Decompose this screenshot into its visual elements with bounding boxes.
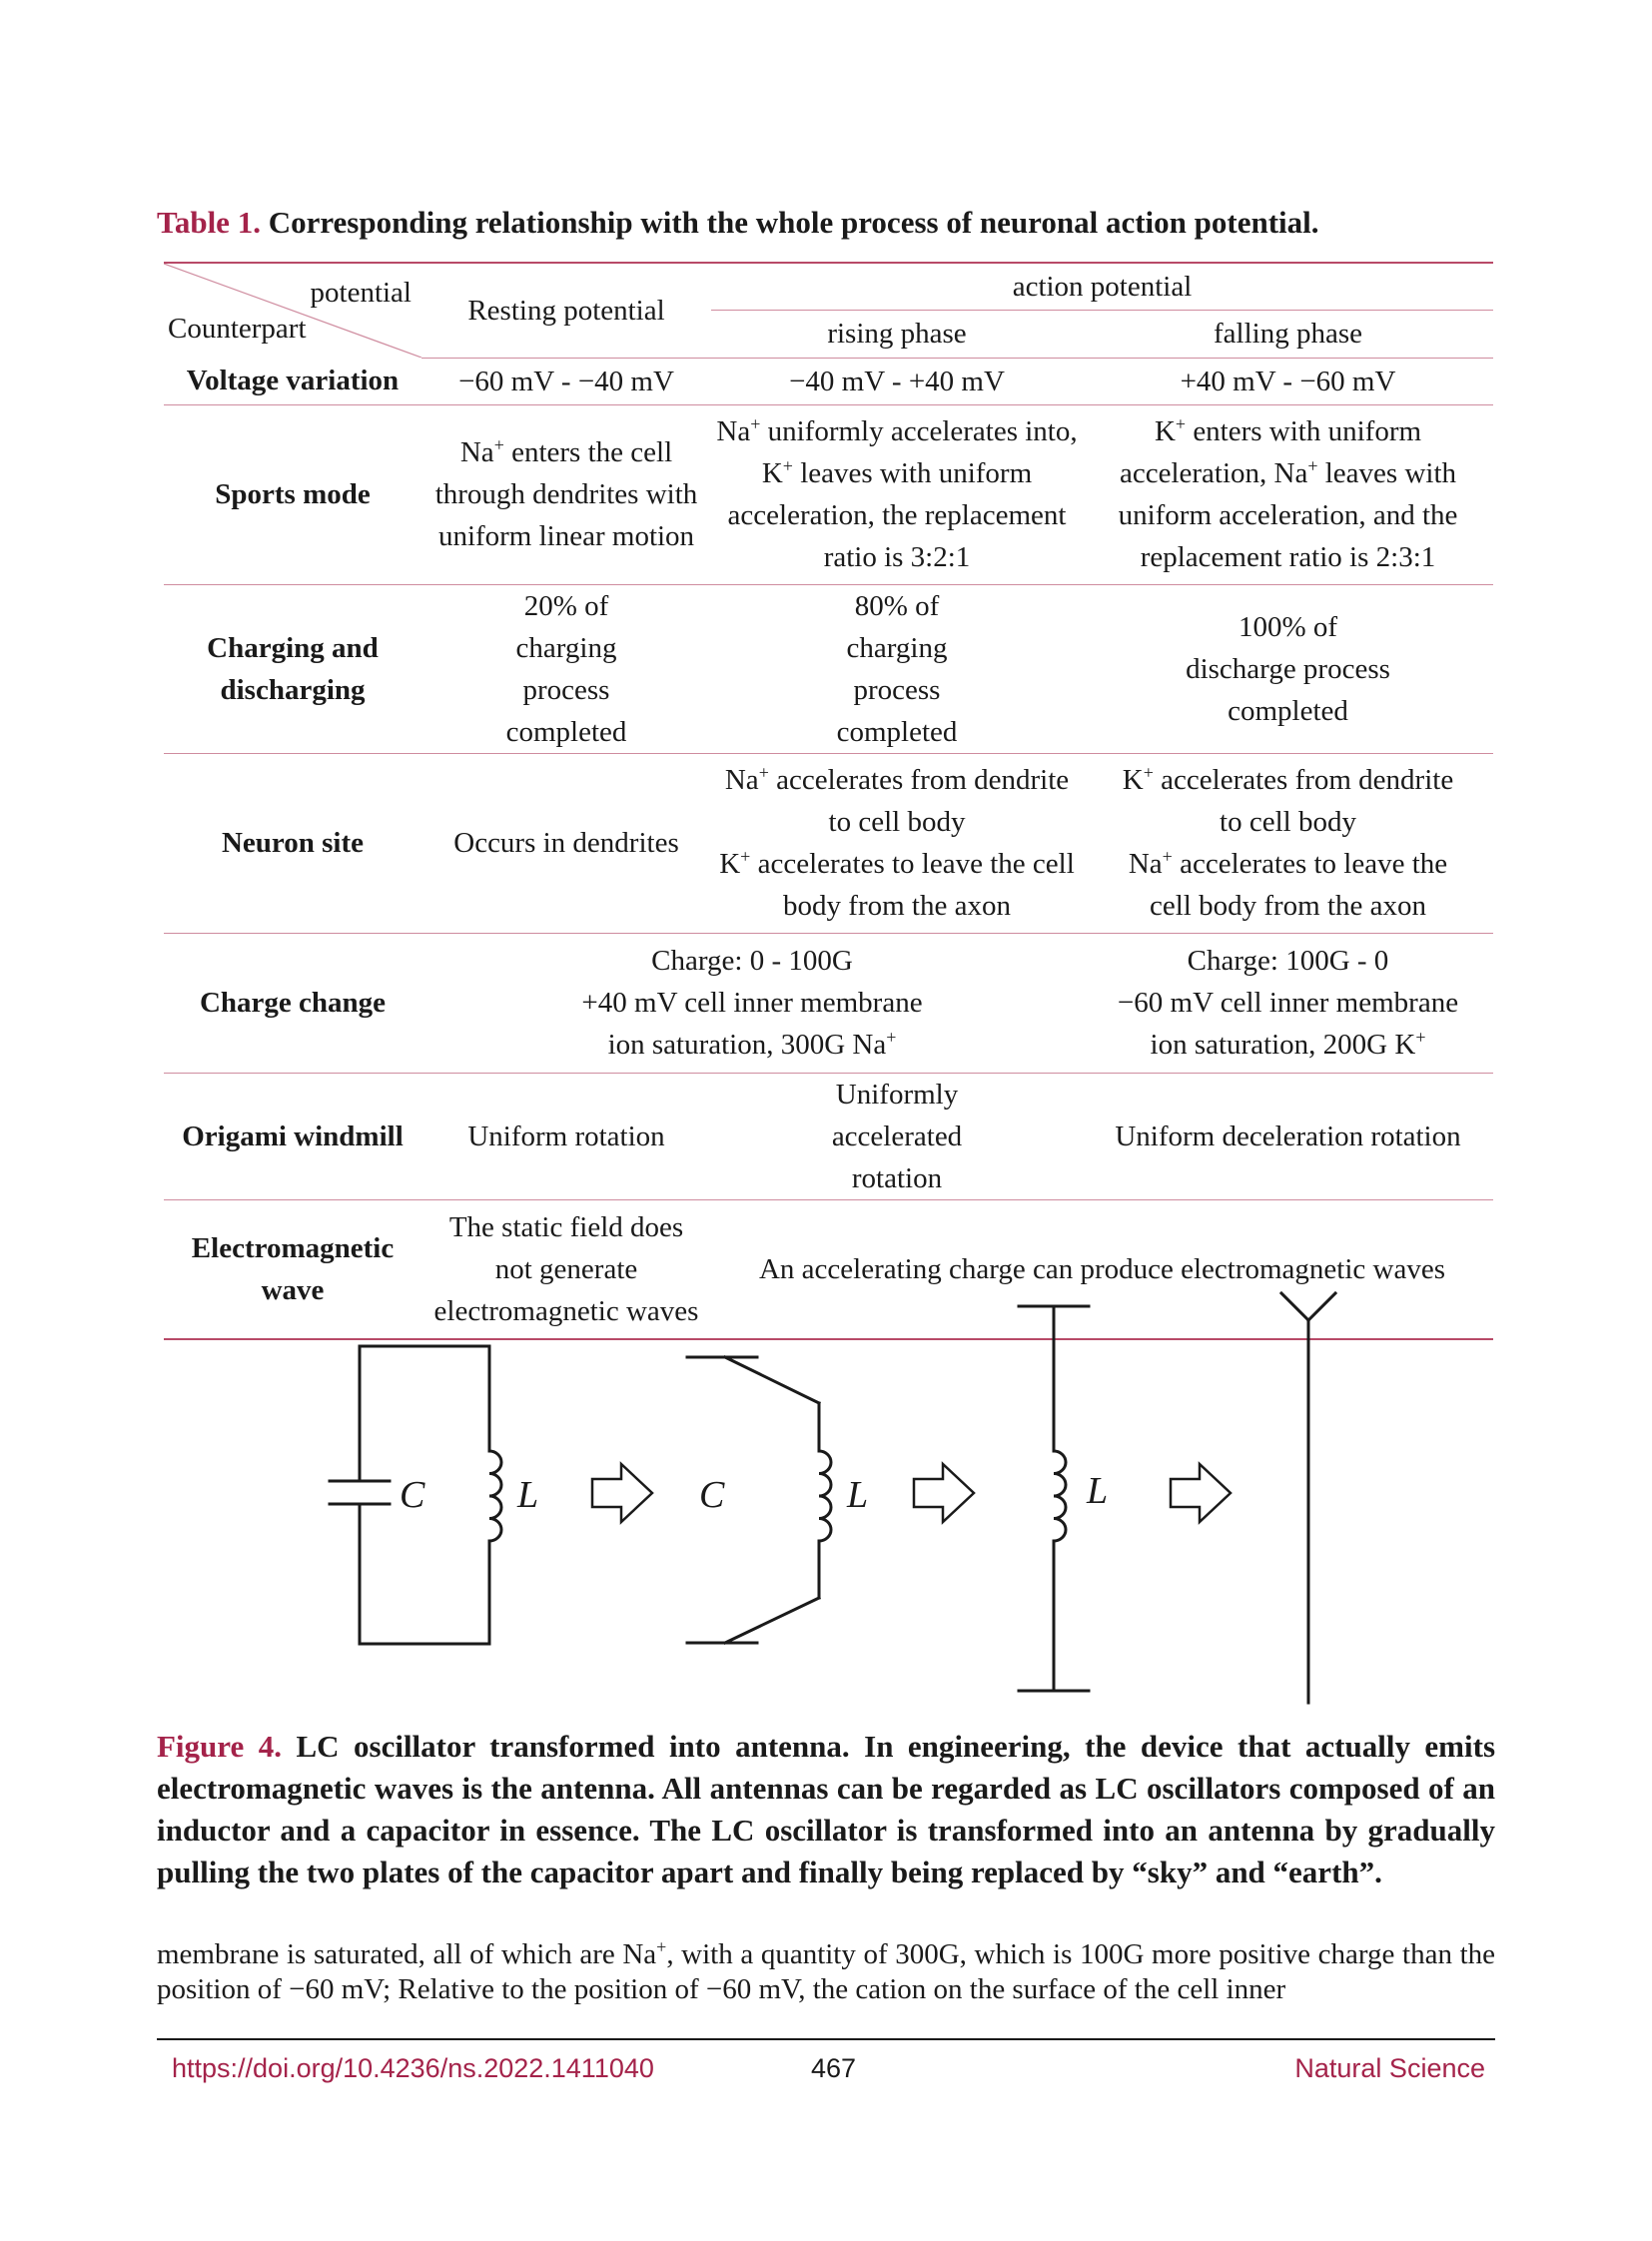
cell-sports-resting: Na+ enters the cell through dendrites with uniform linear motion [421,404,711,584]
table-row [164,584,1493,753]
cell-origami-rising: Uniformly accelerated rotation [711,1073,1083,1199]
row-label-voltage: Voltage variation [164,358,421,404]
table-label: Table 1. [157,205,261,240]
row-label-neuron: Neuron site [164,753,421,933]
capacitor-label: C [400,1474,425,1516]
corner-bottom-label: Counterpart [168,313,307,345]
row-label-em: Electromagnetic wave [164,1199,421,1339]
body-paragraph: membrane is saturated, all of which are Na+, with a quantity of 300G, which is 100G more positive charge than the position of −60 mV; Relative to the position of −60 mV, the cation on the surface of the cell inner [157,1936,1495,2005]
antenna-icon [1281,1293,1335,1703]
lc-antenna-figure [310,1278,1368,1713]
figure-label: Figure 4. [157,1729,282,1764]
inductor-label: L [517,1474,539,1516]
table-row [164,404,1493,584]
data-table [164,262,1493,1340]
inductor-coil [819,1451,831,1541]
cell-sports-rising: Na+ uniformly accelerates into, K+ leaves with uniform acceleration, the replacement ratio is 3:2:1 [711,404,1083,584]
cell-em-resting: The static field does not generate electromagnetic waves [421,1199,711,1339]
cell-neuron-resting: Occurs in dendrites [421,753,711,933]
inductor-coil [489,1451,501,1541]
transform-arrow-icon [592,1464,652,1522]
transform-arrow-icon [1171,1464,1231,1522]
table-row [164,753,1493,933]
cell-voltage-rising: −40 mV - +40 mV [711,358,1083,404]
cell-voltage-resting: −60 mV - −40 mV [421,358,711,404]
cell-neuron-falling: K+ accelerates from dendrite to cell body Na+ accelerates to leave the cell body from the axon [1083,753,1493,933]
row-label-origami: Origami windmill [164,1073,421,1199]
inductor-label: L [1087,1470,1109,1512]
page-number: 467 [811,2053,857,2083]
cell-origami-resting: Uniform rotation [421,1073,711,1199]
cell-voltage-falling: +40 mV - −60 mV [1083,358,1493,404]
cell-sports-falling: K+ enters with uniform acceleration, Na+ leaves with uniform acceleration, and the replacement ratio is 2:3:1 [1083,404,1493,584]
table-row [164,933,1493,1073]
action-potential-header: action potential [711,263,1493,311]
footer-divider [157,2038,1495,2040]
table-row [164,358,1493,404]
row-label-sports: Sports mode [164,404,421,584]
lc-dipole [1019,1306,1089,1691]
corner-header-cell [164,263,421,358]
resting-potential-header: Resting potential [421,263,711,358]
table-row [164,1073,1493,1199]
cell-charging-resting: 20% of charging process completed [421,584,711,753]
cell-em-action: An accelerating charge can produce electromagnetic waves [711,1199,1493,1339]
table-title: Corresponding relationship with the whole process of neuronal action potential. [268,205,1319,240]
table-caption [157,205,1495,241]
row-label-charge: Charge change [164,933,421,1073]
cell-charging-falling: 100% of discharge process completed [1083,584,1493,753]
doi-link[interactable]: https://doi.org/10.4236/ns.2022.1411040 [172,2053,654,2083]
cell-charging-rising: 80% of charging process completed [711,584,1083,753]
row-label-charging: Charging and discharging [164,584,421,753]
journal-name: Natural Science [1294,2053,1485,2083]
corner-top-label: potential [310,277,412,309]
cell-origami-falling: Uniform deceleration rotation [1083,1073,1493,1199]
cell-charge-right: Charge: 100G - 0 −60 mV cell inner membrane ion saturation, 200G K+ [1083,933,1493,1073]
falling-phase-header: falling phase [1083,311,1493,359]
transform-arrow-icon [914,1464,974,1522]
figure-caption [157,1726,1495,1893]
capacitor-label: C [699,1474,725,1516]
cell-charge-left: Charge: 0 - 100G +40 mV cell inner membrane ion saturation, 300G Na+ [421,933,1083,1073]
figure-caption-text: LC oscillator transformed into antenna. In engineering, the device that actually emits electromagnetic waves is the antenna. All antennas can be regarded as LC oscillators composed of an inductor and a capacitor in essence. The LC oscillator is transformed into an antenna by gradually pulling the two plates of the capacitor apart and finally being replaced by “sky” and “earth”. [157,1729,1496,1889]
cell-neuron-rising: Na+ accelerates from dendrite to cell body K+ accelerates to leave the cell body from the axon [711,753,1083,933]
inductor-label: L [847,1474,869,1516]
inductor-coil [1054,1451,1066,1541]
rising-phase-header: rising phase [711,311,1083,359]
